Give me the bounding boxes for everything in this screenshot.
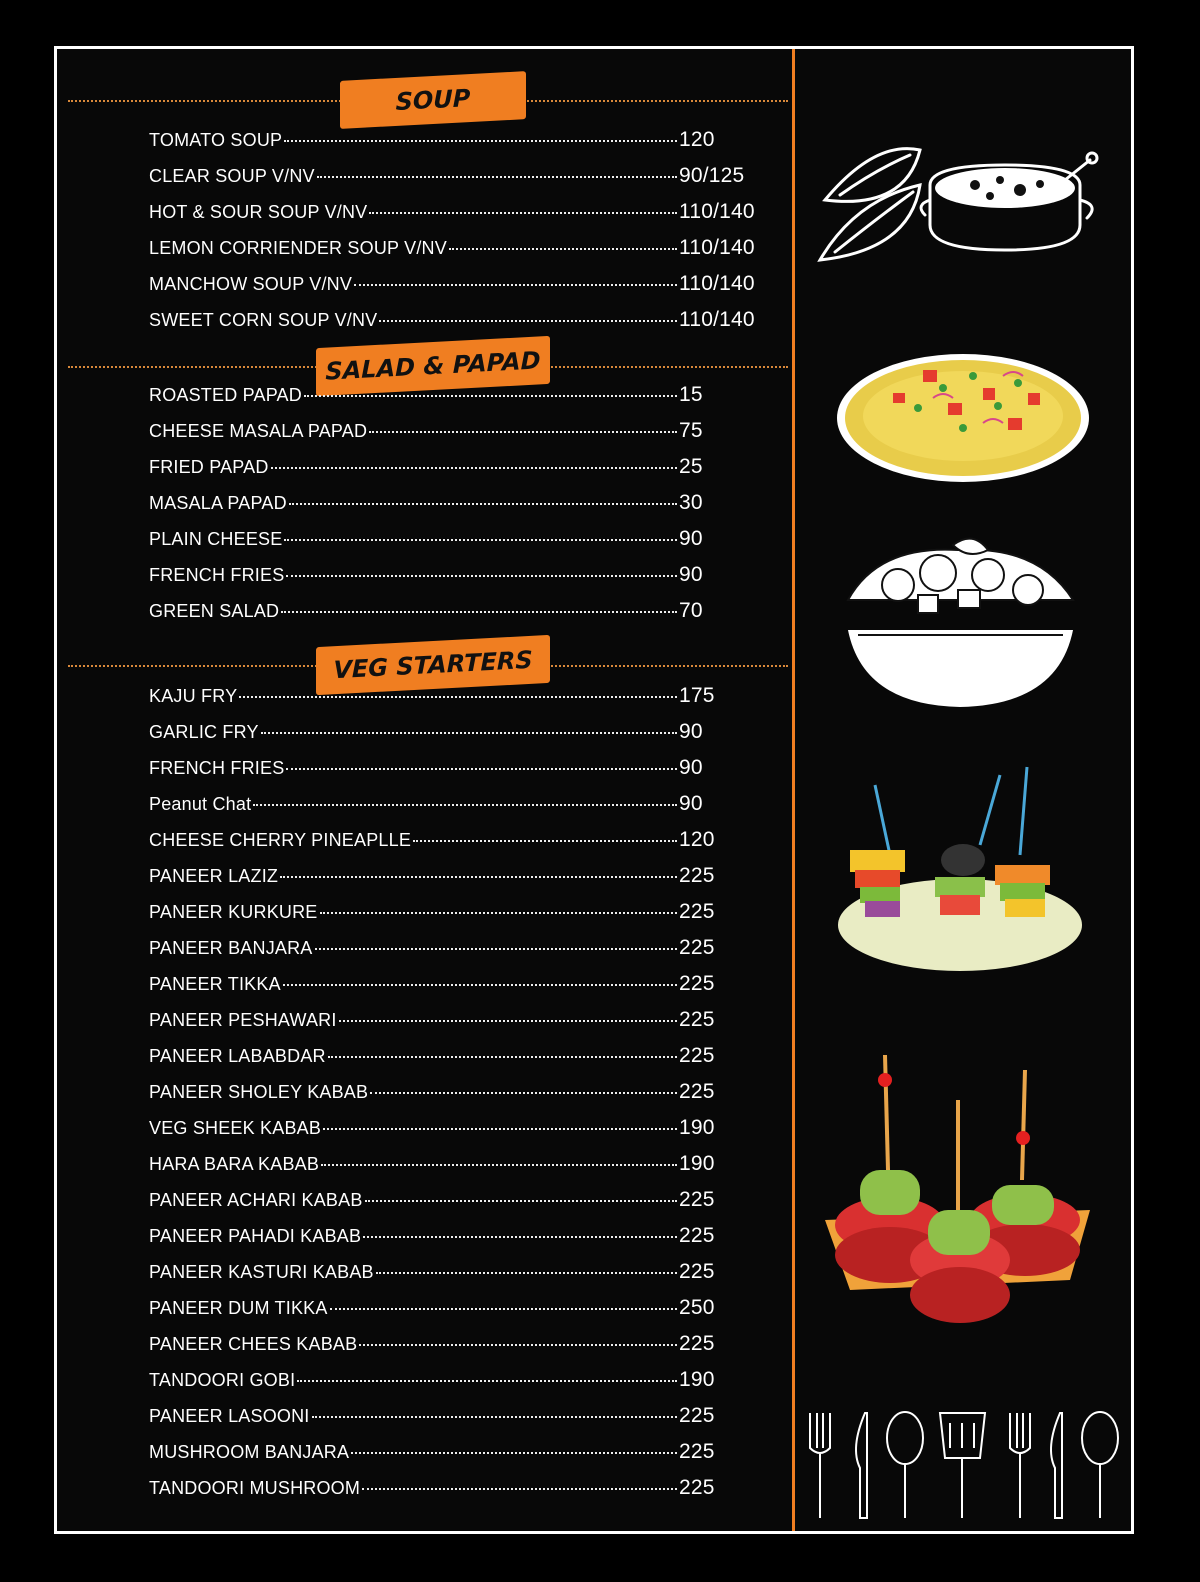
dot-leader <box>370 1092 677 1094</box>
menu-item <box>149 419 769 455</box>
dot-leader <box>369 431 677 433</box>
item-price: 175 <box>679 684 715 707</box>
dot-leader <box>359 1344 677 1346</box>
menu-item <box>149 491 769 527</box>
item-name: VEG SHEEK KABAB <box>149 1118 322 1138</box>
item-name: PANEER KASTURI KABAB <box>149 1262 374 1282</box>
item-name: FRENCH FRIES <box>149 758 285 778</box>
item-price: 90 <box>679 792 703 815</box>
dot-leader <box>312 1416 677 1418</box>
item-name: CHEESE CHERRY PINEAPLLE <box>149 830 412 850</box>
dot-leader <box>289 503 677 505</box>
dot-leader <box>379 320 677 322</box>
soup-items <box>149 128 769 344</box>
item-price: 250 <box>679 1296 715 1319</box>
item-name: PANEER KURKURE <box>149 902 318 922</box>
item-price: 225 <box>679 936 715 959</box>
item-name: FRIED PAPAD <box>149 457 269 477</box>
menu-item <box>149 1188 769 1224</box>
item-price: 225 <box>679 972 715 995</box>
menu-item <box>149 756 769 792</box>
salad-papad-items <box>149 383 769 635</box>
item-name: GREEN SALAD <box>149 601 280 621</box>
dot-leader <box>369 212 677 214</box>
item-price: 110/140 <box>679 236 755 259</box>
item-price: 15 <box>679 383 703 406</box>
dot-leader <box>271 467 677 469</box>
item-name: PANEER DUM TIKKA <box>149 1298 328 1318</box>
item-price: 90 <box>679 563 703 586</box>
item-price: 120 <box>679 828 715 851</box>
item-name: GARLIC FRY <box>149 722 259 742</box>
item-price: 90 <box>679 756 703 779</box>
menu-item <box>149 1116 769 1152</box>
dot-leader <box>284 539 677 541</box>
section-title: VEG STARTERS <box>316 635 550 695</box>
item-price: 25 <box>679 455 703 478</box>
menu-item <box>149 272 769 308</box>
menu-item <box>149 1260 769 1296</box>
dot-leader <box>286 575 677 577</box>
item-price: 90/125 <box>679 164 745 187</box>
menu-item <box>149 900 769 936</box>
item-price: 110/140 <box>679 272 755 295</box>
item-name: TOMATO SOUP <box>149 130 283 150</box>
menu-item <box>149 864 769 900</box>
item-name: ROASTED PAPAD <box>149 385 302 405</box>
item-price: 30 <box>679 491 703 514</box>
item-price: 225 <box>679 1476 715 1499</box>
dot-leader <box>376 1272 677 1274</box>
dot-leader <box>323 1128 677 1130</box>
menu-item <box>149 972 769 1008</box>
menu-item <box>149 455 769 491</box>
item-name: PANEER LAZIZ <box>149 866 279 886</box>
item-price: 190 <box>679 1152 715 1175</box>
menu-item <box>149 720 769 756</box>
dot-leader <box>363 1236 677 1238</box>
item-name: PANEER CHEES KABAB <box>149 1334 358 1354</box>
kabab-skewers-icon <box>820 1050 1095 1340</box>
dot-leader <box>286 768 677 770</box>
item-name: HARA BARA KABAB <box>149 1154 320 1174</box>
dot-leader <box>365 1200 677 1202</box>
cutlery-icon <box>805 1408 1125 1523</box>
dot-leader <box>339 1020 677 1022</box>
salad-plate-icon <box>833 348 1093 488</box>
dot-leader <box>413 840 677 842</box>
veg-starters-items <box>149 684 769 1512</box>
orange-divider <box>792 49 795 1531</box>
dot-leader <box>253 804 677 806</box>
menu-item <box>149 792 769 828</box>
menu-item <box>149 1152 769 1188</box>
dot-leader <box>304 395 677 397</box>
menu-item <box>149 128 769 164</box>
dot-leader <box>362 1488 677 1490</box>
item-price: 75 <box>679 419 703 442</box>
dot-leader <box>283 984 677 986</box>
item-name: PANEER PAHADI KABAB <box>149 1226 362 1246</box>
item-name: FRENCH FRIES <box>149 565 285 585</box>
item-name: PANEER SHOLEY KABAB <box>149 1082 369 1102</box>
salad-bowl-icon <box>838 535 1083 715</box>
dot-leader <box>320 912 677 914</box>
item-name: MUSHROOM BANJARA <box>149 1442 350 1462</box>
menu-item <box>149 1368 769 1404</box>
menu-item <box>149 1296 769 1332</box>
item-name: PANEER ACHARI KABAB <box>149 1190 363 1210</box>
skewer-platter-icon <box>835 765 1085 975</box>
soup-bowl-icon <box>815 140 1115 270</box>
dot-leader <box>280 876 677 878</box>
menu-item <box>149 1404 769 1440</box>
menu-item <box>149 599 769 635</box>
item-name: HOT & SOUR SOUP V/NV <box>149 202 368 222</box>
item-price: 225 <box>679 1440 715 1463</box>
item-price: 225 <box>679 1404 715 1427</box>
item-price: 110/140 <box>679 308 755 331</box>
item-price: 225 <box>679 1224 715 1247</box>
menu-item <box>149 1476 769 1512</box>
menu-item <box>149 1008 769 1044</box>
menu-item <box>149 527 769 563</box>
dot-leader <box>317 176 677 178</box>
menu-item <box>149 308 769 344</box>
menu-item <box>149 1332 769 1368</box>
dot-leader <box>449 248 677 250</box>
menu-item <box>149 1044 769 1080</box>
item-name: CHEESE MASALA PAPAD <box>149 421 368 441</box>
dot-leader <box>297 1380 677 1382</box>
item-name: KAJU FRY <box>149 686 238 706</box>
dot-leader <box>239 696 677 698</box>
item-name: CLEAR SOUP V/NV <box>149 166 315 186</box>
item-name: SWEET CORN SOUP V/NV <box>149 310 378 330</box>
item-price: 90 <box>679 527 703 550</box>
item-name: PANEER BANJARA <box>149 938 313 958</box>
item-name: MASALA PAPAD <box>149 493 287 513</box>
item-price: 225 <box>679 900 715 923</box>
menu-item <box>149 236 769 272</box>
item-price: 225 <box>679 1188 715 1211</box>
item-price: 110/140 <box>679 200 755 223</box>
item-price: 225 <box>679 1080 715 1103</box>
item-name: TANDOORI GOBI <box>149 1370 296 1390</box>
menu-item <box>149 563 769 599</box>
section-title: SALAD & PAPAD <box>316 336 550 396</box>
menu-item <box>149 936 769 972</box>
item-name: Peanut Chat <box>149 794 252 814</box>
dot-leader <box>261 732 677 734</box>
menu-item <box>149 828 769 864</box>
item-name: PANEER LASOONI <box>149 1406 310 1426</box>
section-title: SOUP <box>340 71 526 129</box>
item-price: 90 <box>679 720 703 743</box>
item-price: 190 <box>679 1368 715 1391</box>
item-name: PANEER LABABDAR <box>149 1046 326 1066</box>
dot-leader <box>351 1452 677 1454</box>
item-name: TANDOORI MUSHROOM <box>149 1478 361 1498</box>
menu-item <box>149 383 769 419</box>
menu-item <box>149 1224 769 1260</box>
item-price: 225 <box>679 1332 715 1355</box>
dot-leader <box>315 948 677 950</box>
item-name: LEMON CORRIENDER SOUP V/NV <box>149 238 447 258</box>
item-price: 190 <box>679 1116 715 1139</box>
item-name: MANCHOW SOUP V/NV <box>149 274 353 294</box>
dot-leader <box>330 1308 677 1310</box>
menu-item <box>149 1440 769 1476</box>
menu-item <box>149 684 769 720</box>
item-price: 120 <box>679 128 715 151</box>
item-price: 70 <box>679 599 703 622</box>
dot-leader <box>281 611 677 613</box>
item-name: PANEER PESHAWARI <box>149 1010 337 1030</box>
item-name: PLAIN CHEESE <box>149 529 283 549</box>
dot-leader <box>321 1164 677 1166</box>
item-price: 225 <box>679 1044 715 1067</box>
item-price: 225 <box>679 864 715 887</box>
menu-item <box>149 164 769 200</box>
item-price: 225 <box>679 1008 715 1031</box>
dot-leader <box>328 1056 677 1058</box>
item-name: PANEER TIKKA <box>149 974 281 994</box>
dot-leader <box>354 284 677 286</box>
item-price: 225 <box>679 1260 715 1283</box>
menu-item <box>149 200 769 236</box>
dot-leader <box>284 140 677 142</box>
menu-item <box>149 1080 769 1116</box>
